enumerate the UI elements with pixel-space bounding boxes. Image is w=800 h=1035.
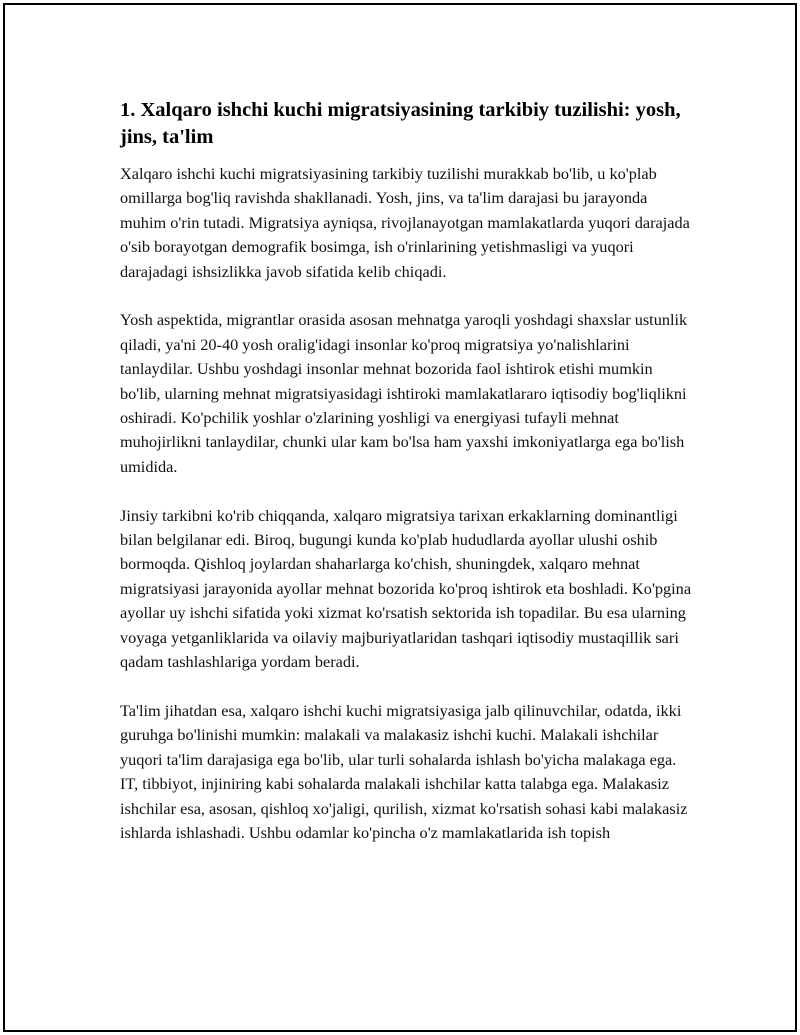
page-frame (3, 3, 797, 1032)
document-body (120, 97, 692, 845)
section-heading: 1. Xalqaro ishchi kuchi migratsiyasining tarkibiy tuzilishi: yosh, jins, ta'lim (120, 99, 681, 148)
paragraph-education: Ta'lim jihatdan esa, xalqaro ishchi kuchi migratsiyasiga jalb qilinuvchilar, odatda, ikki guruhga bo'linishi mumkin: malakali va malakasiz ishchi kuchi. Malakali ishchilar yuqori ta'lim darajasiga ega bo'lib, ular turli sohalarda ishlash bo'yicha malakaga ega. IT, tibbiyot, injiniring kabi sohalarda malakali ishchilar katta talabga ega. Malakasiz ishchilar esa, asosan, qishloq xo'jaligi, qurilish, xizmat ko'rsatish sohasi kabi malakasiz ishlarda ishlashadi. Ushbu odamlar ko'pincha o'z mamlakatlarida ish topish (120, 700, 688, 842)
paragraph-gender: Jinsiy tarkibni ko'rib chiqqanda, xalqaro migratsiya tarixan erkaklarning dominantligi bilan belgilanar edi. Biroq, bugungi kunda ko'plab hududlarda ayollar ulushi oshib bormoqda. Qishloq joylardan shaharlarga ko'chish, shuningdek, xalqaro mehnat migratsiyasi jarayonida ayollar mehnat bozorida ko'proq ishtirok eta boshladi. Ko'pgina ayollar uy ishchi sifatida yoki xizmat ko'rsatish sektorida ish topadilar. Bu esa ularning voyaga yetganliklarida va oilaviy majburiyatlaridan tashqari iqtisodiy mustaqillik sari qadam tashlashlariga yordam beradi. (120, 505, 692, 672)
paragraph-intro: Xalqaro ishchi kuchi migratsiyasining tarkibiy tuzilishi murakkab bo'lib, u ko'plab omillarga bog'liq ravishda shakllanadi. Yosh, jins, va ta'lim darajasi bu jarayonda muhim o'rin tutadi. Migratsiya ayniqsa, rivojlanayotgan mamlakatlarda yuqori darajada o'sib borayotgan demografik bosimga, ish o'rinlarining yetishmasligi va yuqori darajadagi ishsizlikka javob sifatida kelib chiqadi. (120, 164, 690, 281)
paragraph-age: Yosh aspektida, migrantlar orasida asosan mehnatga yaroqli yoshdagi shaxslar ustunlik qiladi, ya'ni 20-40 yosh oralig'idagi insonlar ko'proq migratsiya yo'nalishlarini tanlaydilar. Ushbu yoshdagi insonlar mehnat bozorida faol ishtirok etishi mumkin bo'lib, ularning mehnat migratsiyasidagi ishtiroki mamlakatlararo iqtisodiy bog'liqlikni oshiradi. Ko'pchilik yoshlar o'zlarining yoshligi va energiyasi tufayli mehnat muhojirlikni tanlaydilar, chunki ular kam bo'lsa ham yaxshi imkoniyatlarga ega bo'lish umidida. (120, 310, 688, 476)
